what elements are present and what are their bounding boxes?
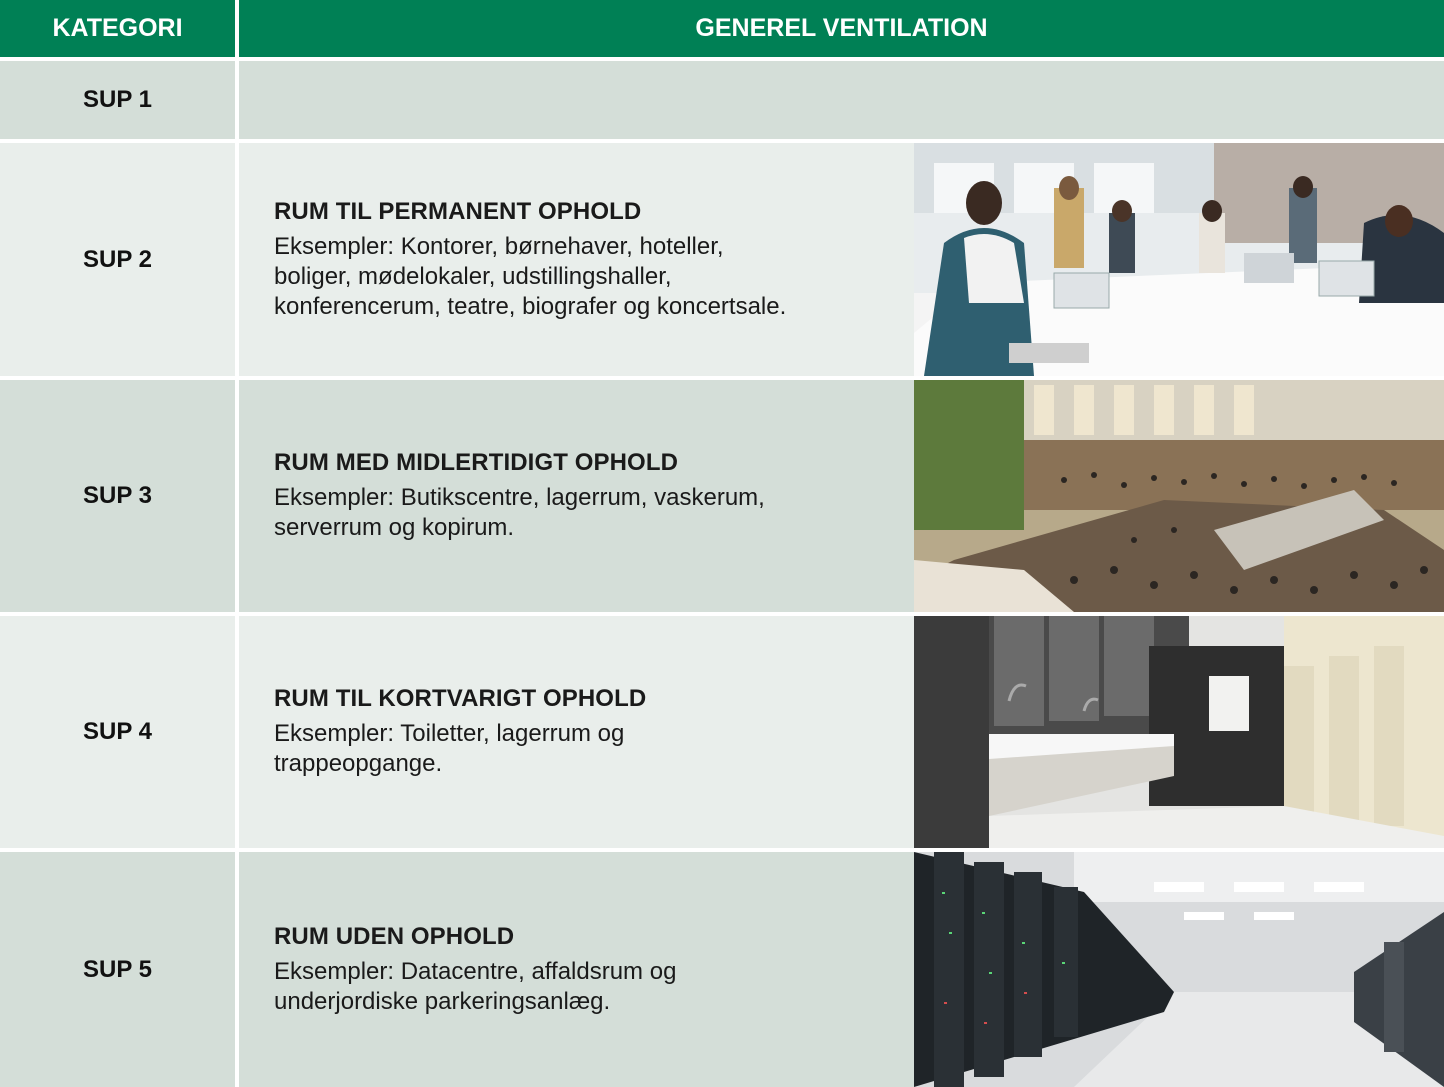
- row-examples: Eksempler: Butikscentre, lagerrum, vaskerum, serverrum og kopirum.: [274, 484, 765, 541]
- row-examples: Eksempler: Toiletter, lagerrum og trappeopgange.: [274, 720, 625, 777]
- row-title: RUM TIL PERMANENT OPHOLD: [274, 197, 642, 225]
- header-ventilation-label: GENEREL VENTILATION: [695, 14, 988, 42]
- row-sup1-description: [239, 61, 1444, 139]
- row-sup4-description: [239, 616, 914, 848]
- category-label: SUP 5: [83, 955, 152, 983]
- row-sup4-category: [0, 616, 235, 848]
- shopping-mall-photo: [914, 380, 1444, 612]
- row-sup5-description: [239, 852, 914, 1087]
- category-label: SUP 2: [83, 245, 152, 273]
- category-label: SUP 4: [83, 718, 152, 745]
- category-label: SUP 1: [83, 86, 152, 113]
- restroom-photo: [914, 616, 1444, 848]
- row-sup1-category: [0, 61, 235, 139]
- row-sup3-category: [0, 380, 235, 612]
- row-sup2-category: [0, 143, 235, 376]
- row-title: RUM UDEN OPHOLD: [274, 922, 515, 950]
- row-title: RUM MED MIDLERTIDIGT OPHOLD: [274, 449, 679, 476]
- row-sup5-category: [0, 852, 235, 1087]
- category-label: SUP 3: [83, 482, 152, 509]
- server-room-photo: [914, 852, 1444, 1087]
- office-photo: [914, 143, 1444, 376]
- header-category: [0, 0, 235, 57]
- row-examples: Eksempler: Datacentre, affaldsrum og underjordiske parkeringsanlæg.: [274, 957, 677, 1015]
- header-ventilation: [239, 0, 1444, 57]
- row-sup3-description: [239, 380, 914, 612]
- header-category-label: KATEGORI: [52, 14, 183, 42]
- row-examples: Eksempler: Kontorer, børnehaver, hoteller, boliger, mødelokaler, udstillingshaller, konferencerum, teatre, biografer og koncertsale.: [274, 232, 787, 320]
- row-title: RUM TIL KORTVARIGT OPHOLD: [274, 685, 647, 712]
- row-sup2-description: [239, 143, 914, 376]
